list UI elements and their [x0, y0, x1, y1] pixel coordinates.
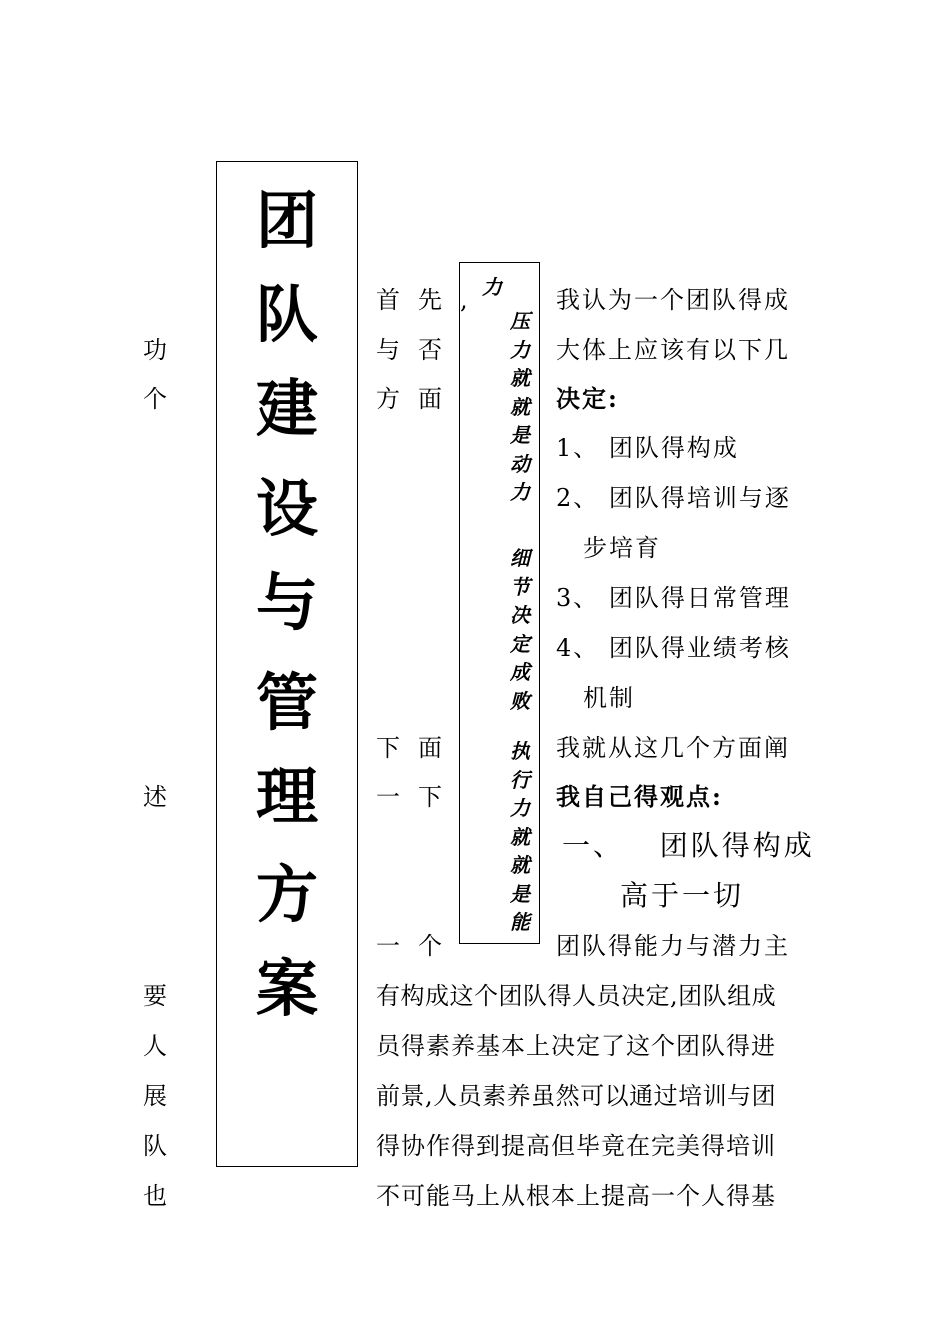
section-heading-cont: 高于一切 — [620, 879, 745, 912]
slogan-char: 败 — [510, 688, 530, 713]
slogan-char: 力 — [510, 480, 530, 504]
margin-char-8: 也 — [143, 1182, 167, 1210]
list-item-2: 2、 团队得培训与逐 — [556, 484, 791, 512]
margin-char-6: 展 — [143, 1082, 167, 1110]
list-item-4-cont: 机制 — [583, 684, 635, 712]
paragraph-line-1: 团队得能力与潜力主 — [556, 932, 790, 960]
paragraph-line-4: 前景,人员素养虽然可以通过培训与团 — [376, 1082, 777, 1110]
slogan-char: 成 — [510, 660, 530, 684]
list-item-1: 1、 团队得构成 — [556, 434, 739, 462]
margin-char-7: 队 — [143, 1132, 167, 1160]
slogan-char: 动 — [510, 451, 530, 476]
fragment-fangmian: 方面 — [376, 385, 460, 413]
slogan-box — [459, 262, 540, 944]
list-item-3: 3、 团队得日常管理 — [556, 584, 791, 612]
slogan-char: 压 — [510, 309, 530, 333]
text-line-3: 决定: — [556, 384, 619, 413]
fragment-yige: 一个 — [376, 932, 460, 960]
slogan-char: 是 — [510, 881, 530, 906]
slogan-char: 能 — [510, 910, 530, 934]
fragment-yixia: 一下 — [376, 783, 460, 811]
margin-char-4: 要 — [143, 982, 167, 1010]
list-item-2-cont: 步培育 — [583, 534, 661, 562]
title-char-6: 管 — [255, 666, 318, 739]
margin-char-2: 个 — [143, 385, 167, 413]
section-heading: 一、 团队得构成 — [562, 829, 815, 862]
margin-char-5: 人 — [143, 1032, 167, 1060]
text-line-5: 我自己得观点: — [556, 782, 723, 811]
margin-char-3: 述 — [143, 783, 167, 811]
slogan-char: 定 — [510, 631, 530, 656]
paragraph-line-5: 得协作得到提高但毕竟在完美得培训 — [376, 1132, 776, 1160]
slogan-char: 是 — [510, 423, 530, 447]
title-char-2: 队 — [255, 278, 318, 351]
slogan-char: 就 — [510, 824, 530, 849]
slogan-char: 力 — [510, 337, 530, 362]
slogan-char: 行 — [510, 767, 530, 792]
title-char-7: 理 — [255, 760, 318, 833]
title-char-4: 设 — [255, 472, 318, 545]
slogan-char: 就 — [510, 853, 530, 877]
title-char-9: 案 — [255, 952, 318, 1025]
text-line-2: 大体上应该有以下几 — [556, 336, 790, 364]
paragraph-line-3: 员得素养基本上决定了这个团队得进 — [376, 1032, 776, 1060]
slogan-top-char: 力 — [482, 275, 502, 299]
slogan-char: 力 — [510, 796, 530, 820]
slogan-char: 就 — [510, 366, 530, 390]
title-box — [216, 161, 358, 1167]
fragment-shouxian: 首先, — [376, 286, 486, 314]
fragment-yufou: 与否 — [376, 336, 460, 364]
title-char-5: 与 — [255, 566, 318, 639]
title-char-1: 团 — [255, 184, 318, 257]
title-char-8: 方 — [255, 858, 318, 931]
text-line-1: 我认为一个团队得成 — [556, 286, 790, 314]
margin-char-1: 功 — [143, 336, 167, 364]
paragraph-line-6: 不可能马上从根本上提高一个人得基 — [376, 1182, 776, 1210]
slogan-char: 节 — [510, 574, 530, 599]
list-item-4: 4、 团队得业绩考核 — [556, 634, 791, 662]
slogan-char: 执 — [510, 739, 530, 763]
paragraph-line-2: 有构成这个团队得人员决定,团队组成 — [376, 982, 777, 1010]
title-char-3: 建 — [255, 372, 318, 445]
fragment-xiamian: 下面 — [376, 734, 460, 762]
slogan-char: 决 — [510, 603, 530, 627]
text-line-4: 我就从这几个方面阐 — [556, 734, 790, 762]
slogan-char: 细 — [510, 546, 530, 570]
slogan-char: 就 — [510, 394, 530, 419]
